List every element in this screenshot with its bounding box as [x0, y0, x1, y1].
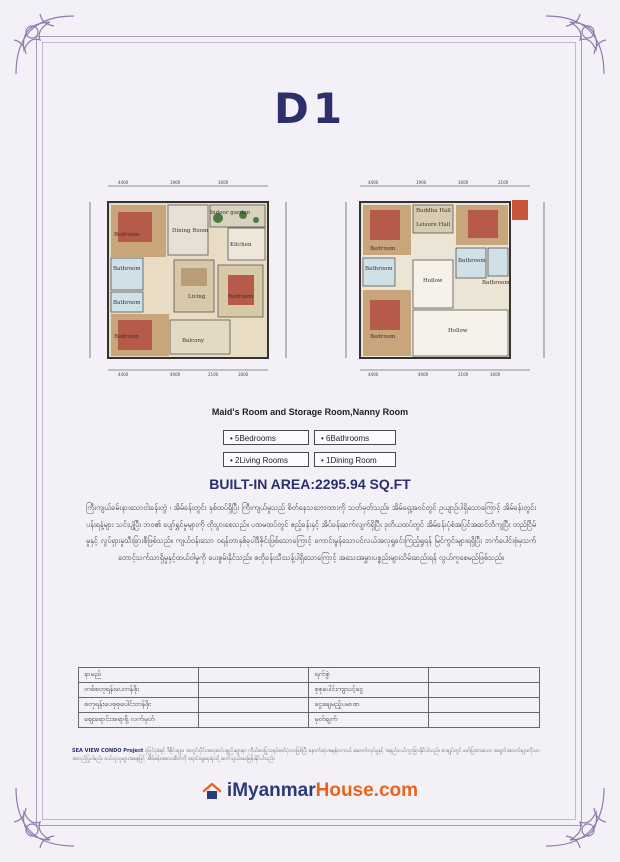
form-row: [79, 698, 540, 713]
dimension-label: 4000: [170, 372, 181, 377]
room-label: Bedroom: [114, 334, 140, 340]
form-row: [79, 683, 540, 698]
form-label: ဈေးရောင်းအရာရှိ လက်မှတ်: [79, 713, 199, 728]
form-label: ငွေချေမည့်ပမာဏ: [309, 698, 429, 713]
form-row: [79, 713, 540, 728]
form-label: မှတ်ချက်: [309, 713, 429, 728]
room-label: Bedroom: [370, 334, 396, 340]
built-in-area: BUILT-IN AREA:2295.94 SQ.FT: [209, 476, 411, 492]
feature-dining-room: • 1Dining Room: [314, 452, 396, 467]
dimension-label: 2100: [498, 180, 509, 185]
dimension-label: 4400: [368, 372, 379, 377]
unit-title: D1: [273, 84, 347, 133]
form-label: စတုရန်းပေစုစုပေါင်းတန်ဖိုး: [79, 698, 199, 713]
dimension-label: 2100: [458, 372, 469, 377]
room-label: Bathroom: [482, 280, 510, 286]
dimension-label: 3000: [490, 372, 501, 377]
dimension-label: 2100: [208, 372, 219, 377]
room-label: Bathroom: [113, 266, 141, 272]
form-label: နာမည်: [79, 668, 199, 683]
logo-house: House: [315, 780, 374, 801]
form-field[interactable]: [198, 668, 309, 683]
form-field[interactable]: [429, 668, 540, 683]
site-logo[interactable]: [0, 780, 620, 806]
room-label: Leisure Hall: [416, 222, 451, 228]
form-label: ရက်စွဲ: [309, 668, 429, 683]
project-name: SEA VIEW CONDO Project: [72, 748, 144, 754]
form-field[interactable]: [198, 698, 309, 713]
form-field[interactable]: [429, 713, 540, 728]
dimension-label: 1900: [416, 180, 427, 185]
logo-myanmar: Myanmar: [232, 780, 316, 801]
corner-ornament-icon: [10, 10, 80, 80]
form-field[interactable]: [429, 683, 540, 698]
feature-bathrooms: • 6Bathrooms: [314, 430, 396, 445]
corner-ornament-icon: [540, 10, 610, 80]
dimension-label: 3000: [238, 372, 249, 377]
room-label: Indoor garden: [210, 210, 250, 216]
sales-form: [78, 667, 540, 728]
form-label: စုစုပေါင်းကျသင့်ငွေ: [309, 683, 429, 698]
feature-living-rooms: • 2Living Rooms: [223, 452, 309, 467]
form-field[interactable]: [198, 683, 309, 698]
dimension-label: 3000: [458, 180, 469, 185]
floor-plan-upper: [346, 180, 544, 377]
feature-bedrooms: • 5Bedrooms: [223, 430, 309, 445]
room-label: Bedroom: [370, 246, 396, 252]
room-label: Buddha Hall: [416, 208, 451, 214]
logo-i: i: [226, 780, 233, 801]
dimension-label: 4000: [418, 372, 429, 377]
room-label: Bedroom: [114, 232, 140, 238]
floor-plan-lower: [90, 180, 286, 377]
form-label: တစ်စတုရန်းပေတန်ဖိုး: [79, 683, 199, 698]
dimension-label: 4400: [118, 372, 129, 377]
dimension-label: 4400: [118, 180, 129, 185]
room-label: Bedroom: [228, 294, 254, 300]
dimension-label: 1900: [170, 180, 181, 185]
project-note: ပုံပြင်ပုံစံနှင့် ဒီဇိုင်းများ၊ အတွင်းပိုင်းအလှဆင်ပစ္စည်းများမှာ ကိုယ်စားပြုသရုပ်ဖော်ပုံသာဖြစ်ပြီး နောက်ဆုံးအမှန်တကယ် ဆောက်လုပ်မှုနှင့် အနည်းငယ်ကွာခြားနိုင်ပါသည်။ စာချုပ်တွင် ဖော်ပြထားသော အချက်အလက်များကိုသာ အတည်ပြုပါမည်။ ဝယ်ယူသူများအနေဖြင့် အိမ်ခန်းအသေးစိတ်ကို ရောင်းချရေးရုံးသို့ ဆက်သွယ်မေးမြန်းနိုင်ပါသည်။: [72, 748, 540, 762]
dimension-label: 4400: [368, 180, 379, 185]
room-label: Hollow: [423, 278, 443, 284]
room-label: Bathroom: [113, 300, 141, 306]
room-label: Hollow: [448, 328, 468, 334]
room-label: Bathroom: [458, 258, 486, 264]
house-icon: [202, 782, 222, 800]
dimension-label: 3000: [218, 180, 229, 185]
form-field[interactable]: [429, 698, 540, 713]
floor-plans: [78, 170, 568, 380]
room-label: Dining Room: [172, 228, 209, 234]
room-label: Bathroom: [365, 266, 393, 272]
form-field[interactable]: [198, 713, 309, 728]
extra-rooms-note: Maid's Room and Storage Room,Nanny Room: [211, 407, 409, 417]
project-disclaimer: [72, 747, 550, 763]
form-row: [79, 668, 540, 683]
logo-com: .com: [373, 780, 419, 801]
room-label: Living: [188, 294, 206, 300]
room-label: Kitchen: [230, 242, 252, 248]
description-text: ကြီးကျယ်ခမ်းနားသောငါးခန်းတွဲ ၊ အိမ်ခန်းတွင်း နှစ်ထပ်ရှိပြီး ကြီးကျယ်မှုသည် စိတ်နေသဘောထားကို သတ်မှတ်သည်။ အိမ်ရှေ့အဝင်တွင် ဥယျာဉ်ပါရှိသောကြောင့် အိမ်ခန်းတွင်း ပန်းရနံ့များ သင်းပျံ့ပြီး ဘဝ၏ ပျော်ရွှင်မှုများကို တိုးပွားစေသည်။ ပထမထပ်တွင် ဧည့်ခန်းနှင့် အိပ်ခန်းဆက်လျက်ရှိပြီး ဒုတိယထပ်တွင် အိမ်ခန်းပုံစံအပြင်အဆင်တိကျပြီး တည်ငြိမ်မှုနှင့် လွပ်ရှားမှုသီးခြားစီဖြစ်သည်။ ကျယ်ဝန်းသော ဝရန်တာနှစ်ခုပါဒီဇိုင်းဖြစ်သောကြောင့် ကောင်းမွန်သောပင်လယ်အလှရှုခင်းကြည့်ရှုရန် မြင်ကွင်းများရရှိပြီး ဘက်ပေါင်းစုံမှသက်တောင့်သက်သာရှိမှုနှင့်ထယ်ဝါမှုကို ပေးစွမ်းနိုင်သည်။ စတိုခန်းသီးသန့်ပါရှိသောကြောင့် အသေးအမွှားပစ္စည်းများသိမ်းဆည်းရန် လွယ်ကူစေမည်ဖြစ်သည်။: [86, 503, 536, 562]
room-label: Balcony: [182, 338, 205, 344]
